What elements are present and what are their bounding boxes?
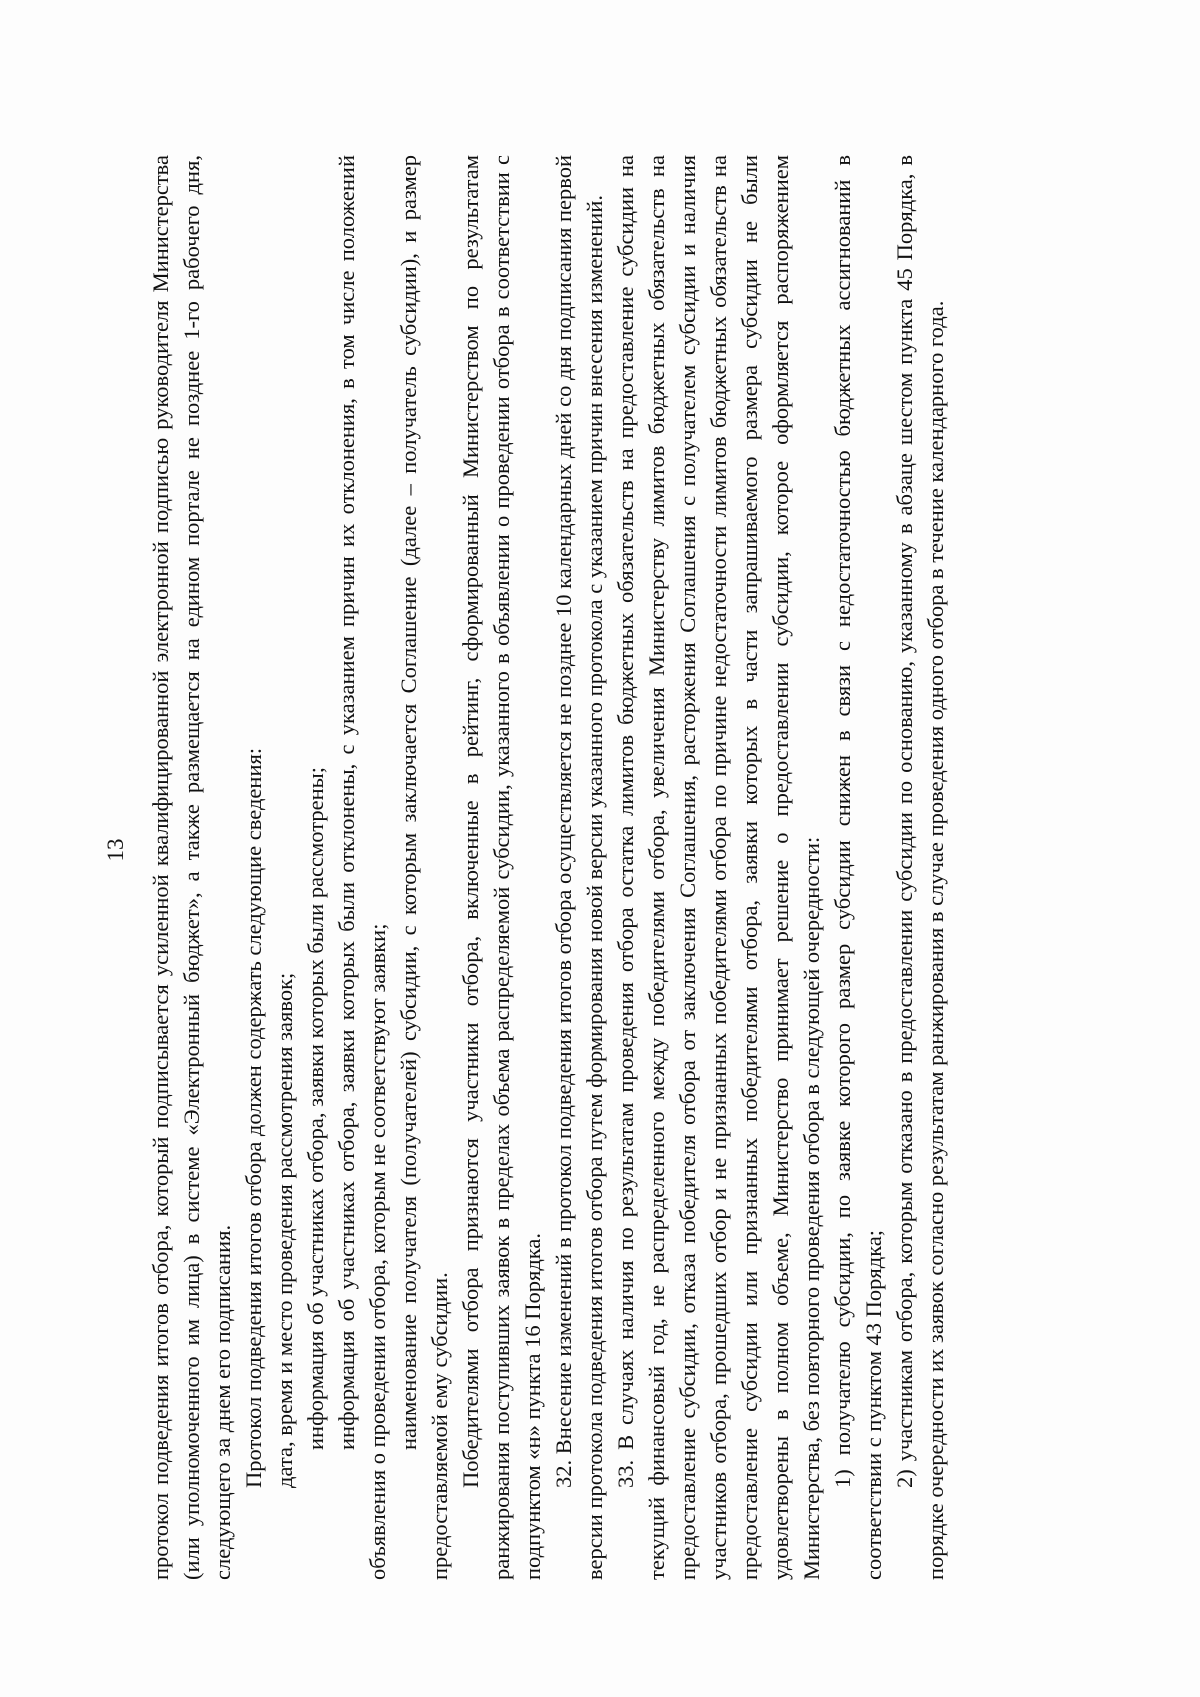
paragraph: Победителями отбора признаются участники отбора, включенные в рейтинг, сформированный Министерством по результатам ранжирования поступивших заявок в пределах объема распределяемой субсидии, указанного в объявлении о проведении отбора в соответствии с подпунктом «н» пункта 16 Порядка. — [458, 155, 545, 1580]
paragraph: 33. В случаях наличия по результатам проведения отбора остатка лимитов бюджетных обязательств на предоставление субсидии на текущий финансовый год, не распределенного между победителями отбора, увеличения Министерству лимитов бюджетных обязательств на предоставление субсидии, отказа победителя отбора от заключения Соглашения, расторжения Соглашения с получателем субсидии и наличия участников отбора, прошедших отбор и не признанных победителями отбора по причине недостаточности лимитов бюджетных обязательств на предоставление субсидии или признанных победителями отбора, заявки которых в части запрашиваемого размера субсидии не были удовлетворены в полном объеме, Министерство принимает решение о предоставлении субсидии, которое оформляется распоряжением Министерства, без повторного проведения отбора в следующей очередности: — [613, 155, 824, 1580]
paragraph: Протокол подведения итогов отбора должен содержать следующие сведения: — [241, 747, 266, 1488]
paragraph: протокол подведения итогов отбора, который подписывается усиленной квалифицированной электронной подписью руководителя Министерства (или уполномоченного им лица) в системе «Электронный бюджет», а также размещается на едином портале не позднее 1-го рабочего дня, следующего за днем его подписания. — [148, 155, 235, 1580]
page-number: 13 — [103, 838, 128, 862]
paragraph: информация об участниках отбора, заявки которых были рассмотрены; — [303, 767, 328, 1450]
paragraph: дата, время и место проведения рассмотрения заявок; — [272, 972, 297, 1488]
paragraph: наименование получателя (получателей) субсидии, с которым заключается Соглашение (далее – получатель субсидии), и размер предоставляемой ему субсидии. — [396, 155, 452, 1580]
paragraph: 32. Внесение изменений в протокол подведения итогов отбора осуществляется не позднее 10 календарных дней со дня подписания первой версии протокола подведения итогов отбора путем формирования новой версии указанного протокола с указанием причин внесения изменений. — [551, 155, 607, 1580]
paragraph: 1) получателю субсидии, по заявке которого размер субсидии снижен в связи с недостаточностью бюджетных ассигнований в соответствии с пунктом 43 Порядка; — [830, 155, 886, 1580]
paragraph: 2) участникам отбора, которым отказано в предоставлении субсидии по основанию, указанному в абзаце шестом пункта 45 Порядка, в порядке очередности их заявок согласно результатам ранжирования в случае проведения одного отбора в течение календарного года. — [892, 155, 948, 1580]
body-text — [145, 155, 951, 1580]
paragraph: информация об участниках отбора, заявки которых были отклонены, с указанием причин их отклонения, в том числе положений объявления о проведении отбора, которым не соответствуют заявки; — [334, 155, 390, 1580]
